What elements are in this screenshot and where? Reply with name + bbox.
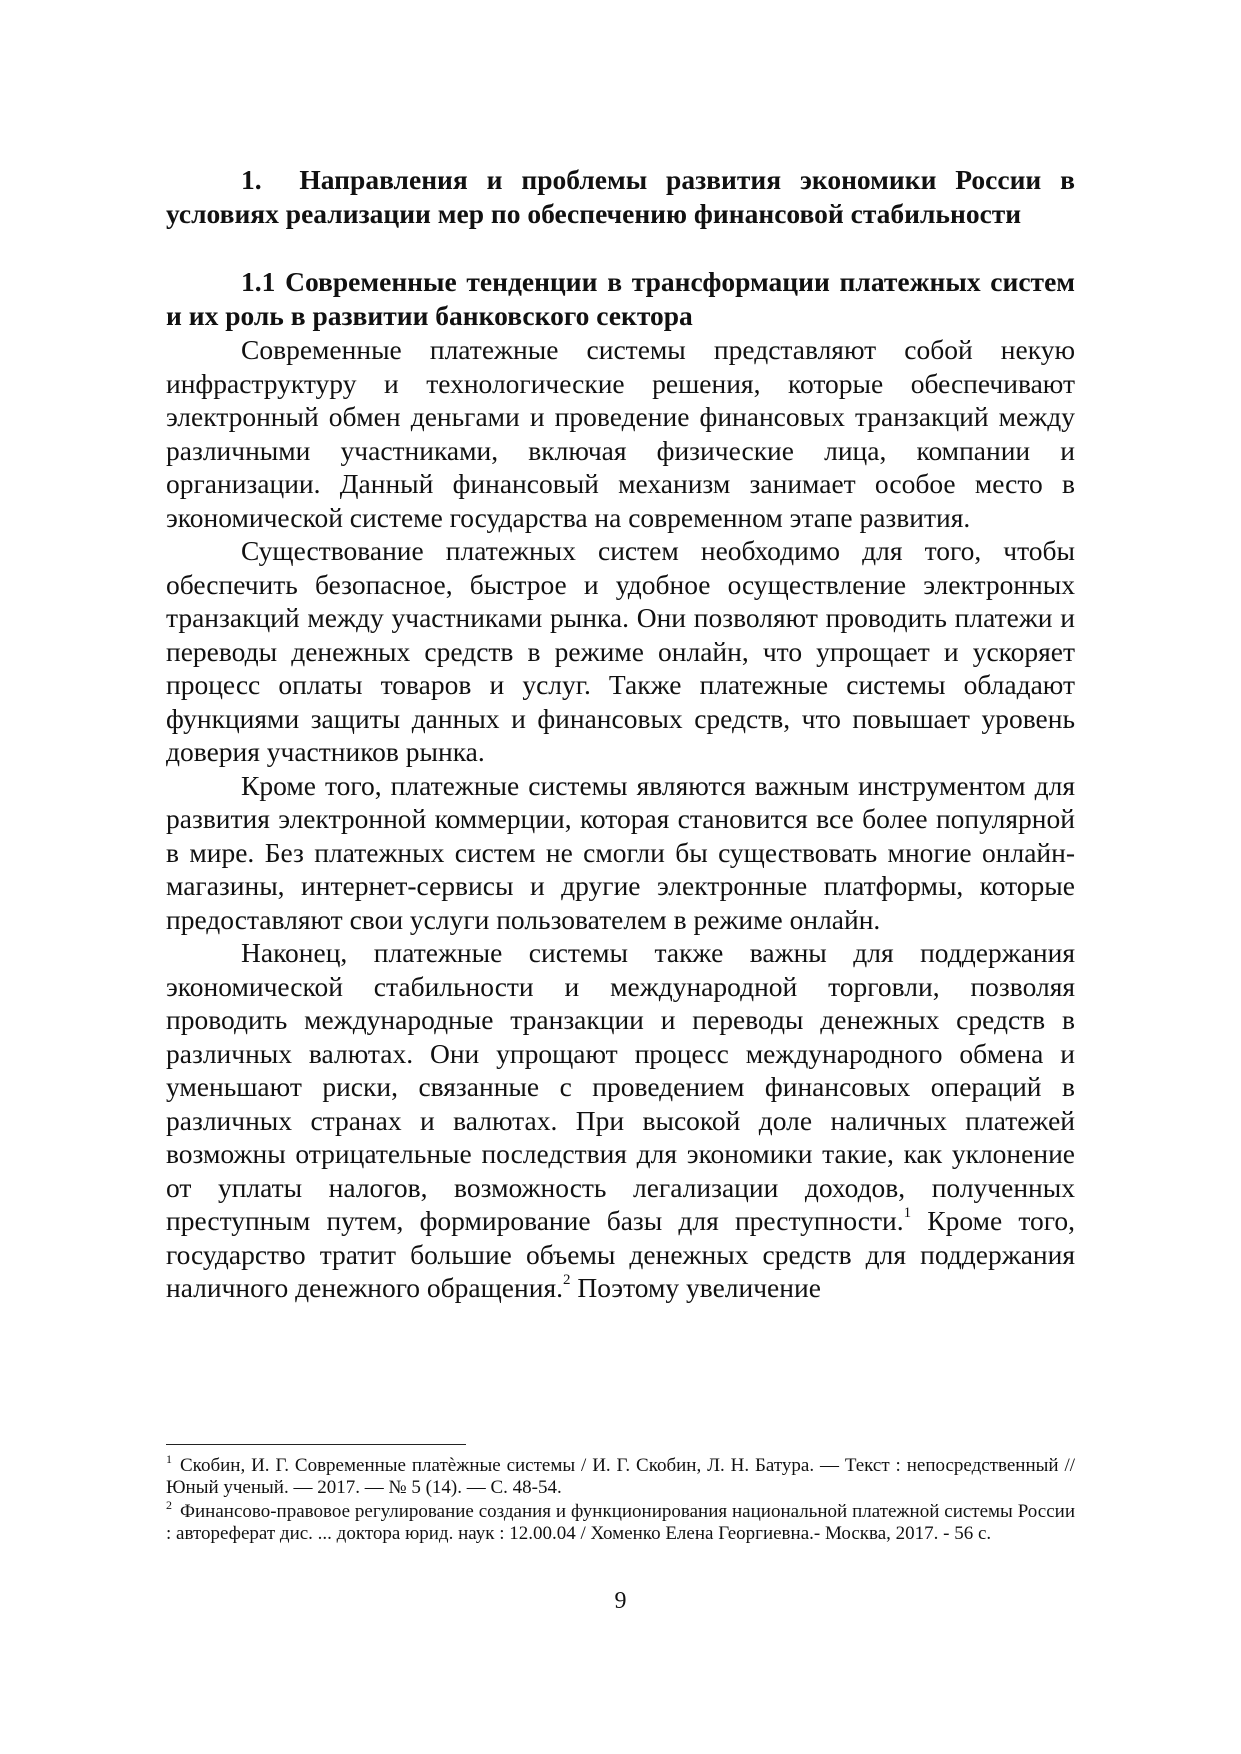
section-number: 1.1 [241,266,276,297]
footnote-ref-2[interactable]: 2 [562,1272,571,1288]
footnote-2 [166,1498,1075,1545]
paragraph-4-part-3: Поэтому увеличение [570,1272,821,1303]
footnote-mark-2: 2 [166,1498,172,1512]
footnotes [166,1444,1075,1547]
footnote-1 [166,1452,1075,1499]
footnote-separator [166,1444,466,1445]
footnote-ref-1[interactable]: 1 [903,1205,912,1221]
section-heading [166,265,1075,333]
footnote-text-2: Финансово-правовое регулирование создания и функционирования национальной платежной системы России : автореферат дис. ... доктора юрид. наук : 12.00.04 / Хоменко Елена Георгиевна.- Москва, 2017. - 56 с. [166,1501,1075,1544]
page-number: 9 [614,1588,627,1614]
chapter-heading [166,163,1075,231]
chapter-title: Направления и проблемы развития экономики России в условиях реализации мер по обеспечению финансовой стабильности [166,164,1075,229]
footnote-mark-1: 1 [166,1452,172,1466]
paragraph-1: Современные платежные системы представляют собой некую инфраструктуру и технологические решения, которые обеспечивают электронный обмен деньгами и проведение финансовых транзакций между различными участниками, включая физические лица, компании и организации. Данный финансовый механизм занимает особое место в экономической системе государства на современном этапе развития. [166,334,1075,533]
chapter-number: 1. [241,164,262,195]
paragraph-3: Кроме того, платежные системы являются важным инструментом для развития электронной коммерции, которая становится все более популярной в мире. Без платежных систем не смогли бы существовать многие онлайн-магазины, интернет-сервисы и другие электронные платформы, которые предоставляют свои услуги пользователем в режиме онлайн. [166,769,1075,935]
main-content [166,163,1075,1305]
paragraph-4 [166,936,1075,1305]
paragraph-2: Существование платежных систем необходимо для того, чтобы обеспечить безопасное, быстрое и удобное осуществление электронных транзакций между участниками рынка. Они позволяют проводить платежи и переводы денежных средств в режиме онлайн, что упрощает и ускоряет процесс оплаты товаров и услуг. Также платежные системы обладают функциями защиты данных и финансовых средств, что повышает уровень доверия участников рынка. [166,535,1075,767]
section-title: Современные тенденции в трансформации платежных систем и их роль в развитии банковского сектора [166,266,1076,331]
paragraph-4-part-2: Кроме того, государство тратит большие объемы денежных средств для поддержания наличного денежного обращения. [166,1205,1075,1303]
paragraph-4-part-1: Наконец, платежные системы также важны для поддержания экономической стабильности и международной торговли, позволяя проводить международные транзакции и переводы денежных средств в различных валютах. Они упрощают процесс международного обмена и уменьшают риски, связанные с проведением финансовых операций в различных странах и валютах. При высокой доле наличных платежей возможны отрицательные последствия для экономики такие, как уклонение от уплаты налогов, возможность легализации доходов, полученных преступным путем, формирование базы для преступности. [166,937,1075,1236]
footnote-text-1: Скобин, И. Г. Современные платѐжные системы / И. Г. Скобин, Л. Н. Батура. — Текст : непосредственный // Юный ученый. — 2017. — № 5 (14). — С. 48-54. [166,1455,1075,1498]
